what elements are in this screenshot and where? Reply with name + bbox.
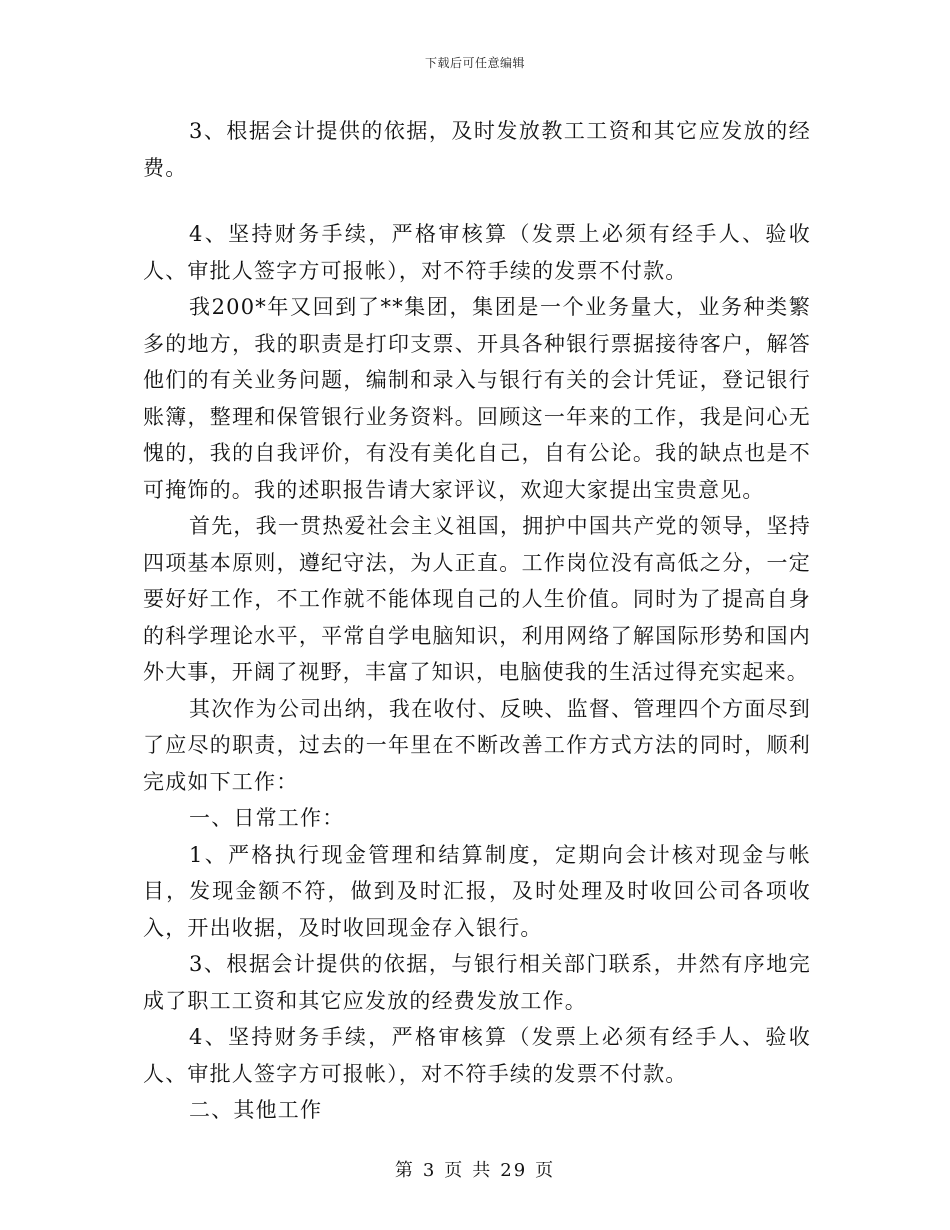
total-pages-number: 29 xyxy=(500,1160,528,1181)
header-note: 下载后可任意编辑 xyxy=(424,56,525,70)
page-number-footer xyxy=(0,1156,950,1182)
total-unit-label: 页 xyxy=(535,1160,556,1181)
paragraph-1: 3、根据会计提供的依据，及时发放教工工资和其它应发放的经费。 xyxy=(143,119,811,180)
total-label: 共 xyxy=(472,1160,493,1181)
paragraph-7: 3、根据会计提供的依据，与银行相关部门联系，井然有序地完成了职工工资和其它应发放的经费发放工作。 xyxy=(143,952,811,1013)
paragraph-8: 4、坚持财务手续，严格审核算（发票上必须有经手人、验收人、审批人签字方可报帐），对不符手续的发票不付款。 xyxy=(143,1025,811,1086)
current-page-number: 3 xyxy=(422,1160,437,1181)
paragraph-6: 1、严格执行现金管理和结算制度，定期向会计核对现金与帐目，发现金额不符，做到及时汇报，及时处理及时收回公司各项收入，开出收据，及时收回现金存入银行。 xyxy=(143,842,811,940)
paragraph-3: 我200*年又回到了**集团，集团是一个业务量大，业务种类繁多的地方，我的职责是打印支票、开具各种银行票据接待客户，解答他们的有关业务问题，编制和录入与银行有关的会计凭证，登记银行账簿，整理和保管银行业务资料。回顾这一年来的工作，我是问心无愧的，我的自我评价，有没有美化自己，自有公论。我的缺点也是不可掩饰的。我的述职报告请大家评议，欢迎大家提出宝贵意见。 xyxy=(143,295,811,502)
section-heading-daily-work: 一、日常工作： xyxy=(189,806,345,830)
paragraph-4: 首先，我一贯热爱社会主义祖国，拥护中国共产党的领导，坚持四项基本原则，遵纪守法，为人正直。工作岗位没有高低之分，一定要好好工作，不工作就不能体现自己的人生价值。同时为了提高自身的科学理论水平，平常自学电脑知识，利用网络了解国际形势和国内外大事，开阔了视野，丰富了知识，电脑使我的生活过得充实起来。 xyxy=(143,514,811,684)
page-unit-label: 页 xyxy=(444,1160,465,1181)
section-heading-other-work: 二、其他工作 xyxy=(189,1098,323,1122)
page-label: 第 xyxy=(394,1160,415,1181)
document-body xyxy=(143,113,811,1129)
paragraph-2: 4、坚持财务手续，严格审核算（发票上必须有经手人、验收人、审批人签字方可报帐），对不符手续的发票不付款。 xyxy=(143,222,811,283)
paragraph-5: 其次作为公司出纳，我在收付、反映、监督、管理四个方面尽到了应尽的职责，过去的一年里在不断改善工作方式方法的同时，顺利完成如下工作： xyxy=(143,696,811,794)
